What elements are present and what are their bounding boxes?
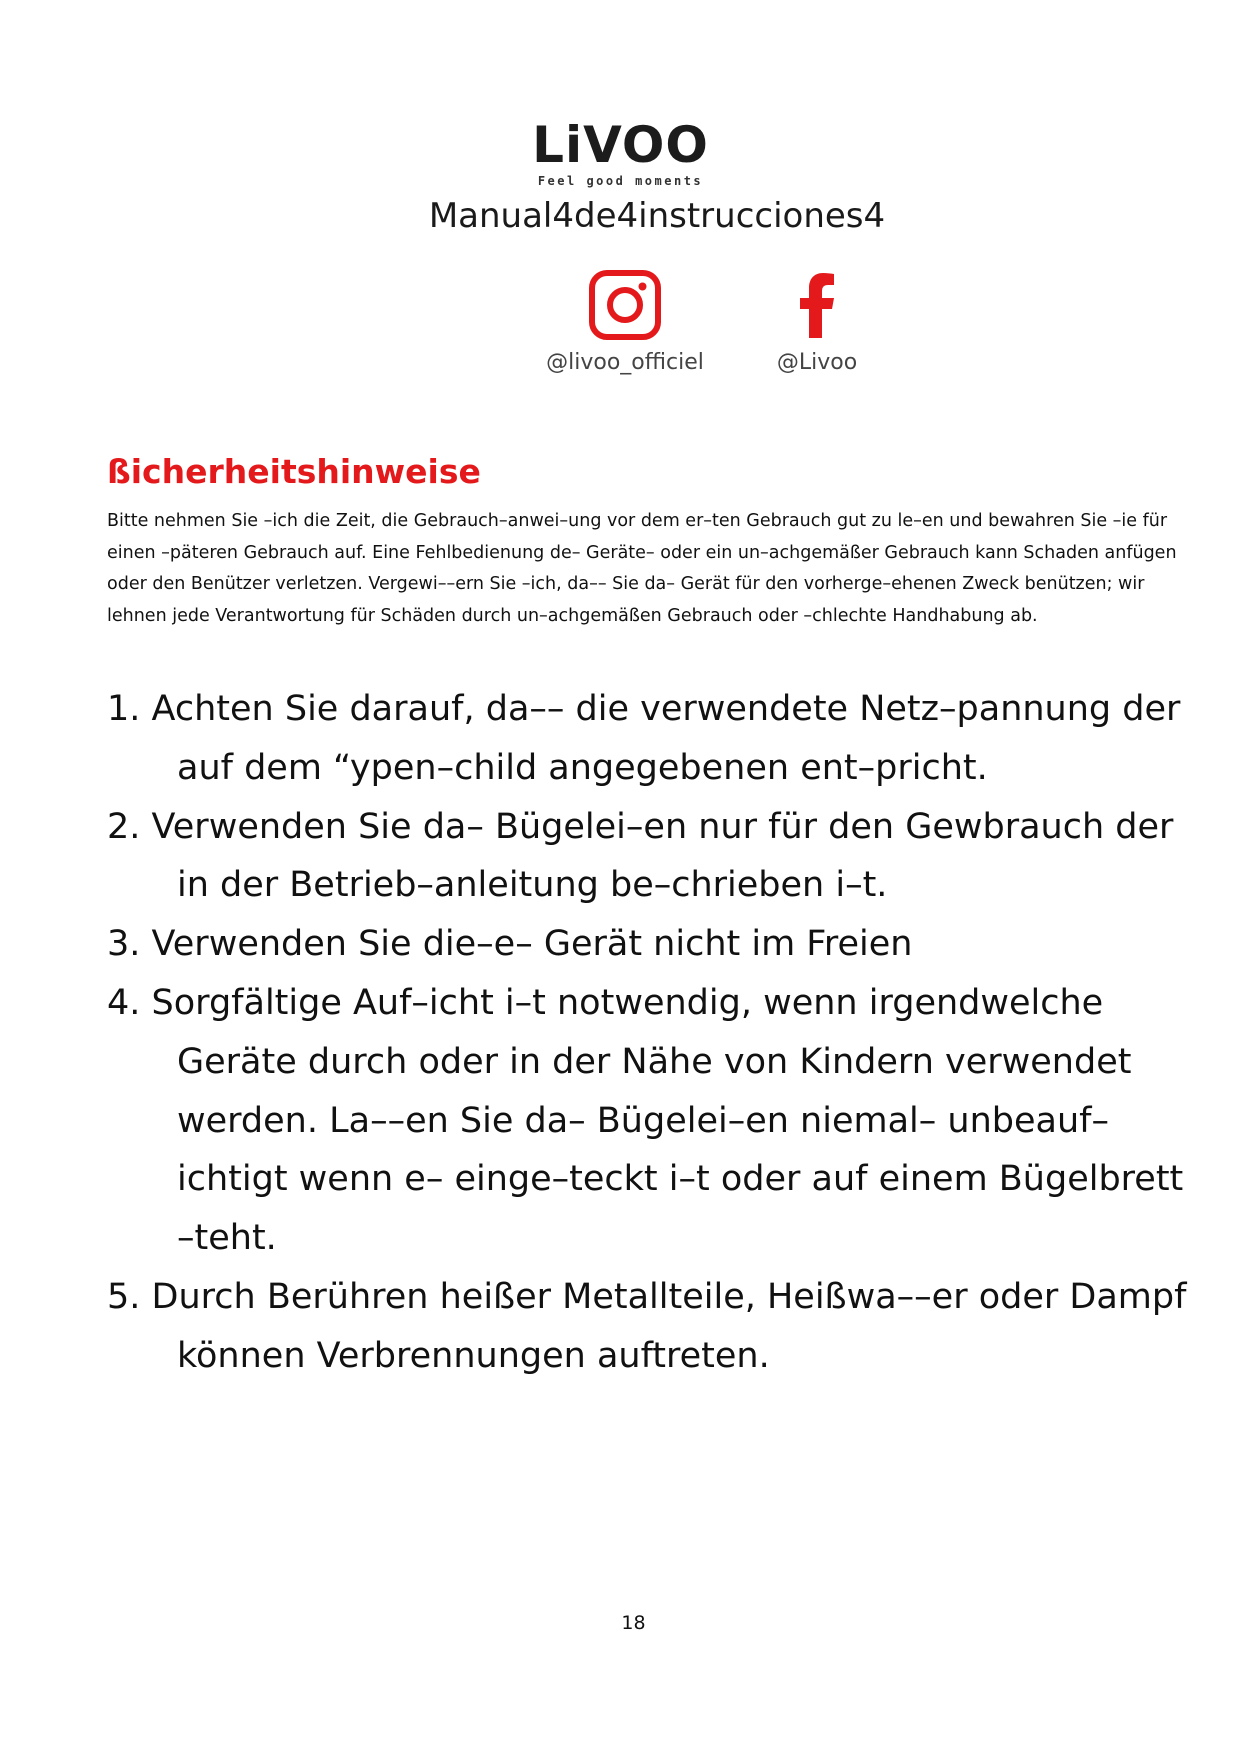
facebook-handle: @Livoo [776, 350, 858, 375]
list-item [107, 680, 1187, 798]
section-heading: ßicherheitshinweise [107, 452, 481, 491]
list-item-text: Durch Berühren heißer Metallteile, Heißwa––er oder Dampf können Verbrennungen auftreten. [151, 1276, 1187, 1376]
intro-paragraph: Bitte nehmen Sie –ich die Zeit, die Gebrauch–anwei–ung vor dem er–ten Gebrauch gut zu le–en und bewahren Sie –ie für einen –päteren Gebrauch auf. Eine Fehlbedienung de– Geräte– oder ein un–achgemäßer Gebrauch kann Schaden anfügen oder den Benützer verletzen. Vergewi––ern Sie –ich, da–– Sie da– Gerät für den vorherge–ehenen Zweck benützen; wir lehnen jede Verantwortung für Schäden durch un–achgemäßen Gebrauch oder –chlechte Handhabung ab. [107, 511, 1177, 626]
brand-logo [0, 116, 1241, 188]
list-item [107, 915, 1187, 974]
list-item-text: Verwenden Sie die–e– Gerät nicht im Freien [151, 924, 913, 965]
instagram-handle: @livoo_officiel [546, 350, 704, 375]
instagram-link[interactable] [525, 270, 725, 375]
list-item-number: 3. [107, 924, 141, 965]
safety-instructions-list [107, 680, 1187, 1386]
logo-wordmark: LiVOO [532, 116, 709, 174]
list-item-number: 4. [107, 982, 141, 1023]
list-item-text: Achten Sie darauf, da–– die verwendete Netz–pannung der auf dem “ypen–child angegebenen ent–pricht. [151, 689, 1181, 788]
facebook-link[interactable] [727, 270, 907, 375]
list-item-number: 2. [107, 806, 141, 847]
list-item [107, 974, 1187, 1268]
page-number: 18 [621, 1612, 646, 1634]
list-item-text: Sorgfältige Auf–icht i–t notwendig, wenn irgendwelche Geräte durch oder in der Nähe von Kindern verwendet werden. La––en Sie da– Bügelei–en niemal– unbeauf–ichtigt wenn e– einge–teckt i–t oder auf einem Bügelbrett –teht. [151, 982, 1184, 1259]
document-title: Manual4de4instrucciones4 [428, 196, 886, 236]
list-item [107, 1268, 1187, 1386]
list-item [107, 798, 1187, 916]
facebook-icon [780, 270, 854, 340]
list-item-number: 5. [107, 1276, 141, 1317]
social-links [0, 270, 1241, 380]
list-item-text: Verwenden Sie da– Bügelei–en nur für den Gewbrauch der in der Betrieb–anleitung be–chrieben i–t. [151, 806, 1174, 906]
instagram-icon [588, 270, 662, 340]
logo-tagline: Feel good moments [537, 174, 704, 188]
list-item-number: 1. [107, 689, 141, 729]
